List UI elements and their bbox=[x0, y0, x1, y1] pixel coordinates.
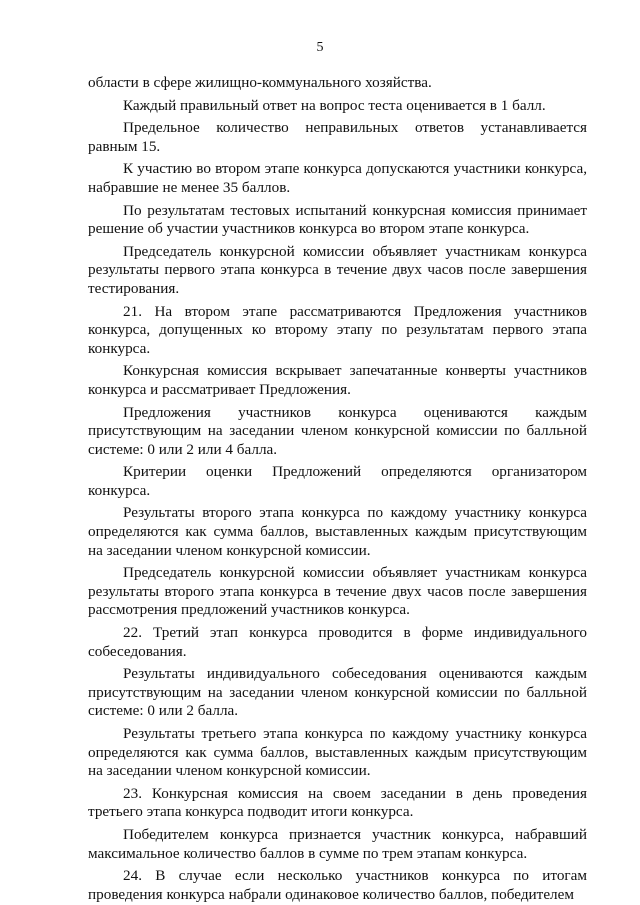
document-body bbox=[88, 74, 587, 904]
paragraph: области в сфере жилищно-коммунального хозяйства. bbox=[88, 74, 432, 91]
paragraph: Конкурсная комиссия вскрывает запечатанные конверты участников конкурса и рассматривает Предложения. bbox=[88, 362, 587, 398]
paragraph: Победителем конкурса признается участник конкурса, набравший максимальное количество баллов в сумме по трем этапам конкурса. bbox=[88, 825, 587, 862]
paragraph: По результатам тестовых испытаний конкурсная комиссия принимает решение об участии участников конкурса во втором этапе конкурса. bbox=[88, 201, 587, 238]
paragraph: Предельное количество неправильных ответов устанавливается равным 15. bbox=[88, 119, 587, 155]
paragraph: Каждый правильный ответ на вопрос теста оценивается в 1 балл. bbox=[123, 96, 546, 114]
paragraph: 24. В случае если несколько участников конкурса по итогам проведения конкурса набрали одинаковое количество баллов, победителем bbox=[88, 867, 587, 903]
paragraph: Результаты третьего этапа конкурса по каждому участнику конкурса определяются как сумма баллов, выставленных каждым присутствующим на заседании членом конкурсной комиссии. bbox=[88, 725, 587, 780]
paragraph: 21. На втором этапе рассматриваются Предложения участников конкурса, допущенных ко второму этапу по результатам первого этапа конкурса. bbox=[88, 302, 587, 357]
paragraph: Результаты второго этапа конкурса по каждому участнику конкурса определяются как сумма баллов, выставленных каждым присутствующим на заседании членом конкурсной комиссии. bbox=[88, 504, 587, 559]
paragraph: 23. Конкурсная комиссия на своем заседании в день проведения третьего этапа конкурса подводит итоги конкурса. bbox=[88, 784, 587, 821]
paragraph: Предложения участников конкурса оцениваются каждым присутствующим на заседании членом конкурсной комиссии по балльной системе: 0 или 2 или 4 балла. bbox=[88, 403, 587, 458]
page-number: 5 bbox=[316, 40, 324, 55]
paragraph: Председатель конкурсной комиссии объявляет участникам конкурса результаты первого этапа конкурса в течение двух часов после завершения тестирования. bbox=[88, 242, 587, 297]
paragraph: 22. Третий этап конкурса проводится в форме индивидуального собеседования. bbox=[88, 624, 587, 660]
paragraph: Результаты индивидуального собеседования оцениваются каждым присутствующим на заседании членом конкурсной комиссии по балльной системе: 0 или 2 балла. bbox=[88, 665, 587, 720]
paragraph: К участию во втором этапе конкурса допускаются участники конкурса, набравшие не менее 35 баллов. bbox=[88, 160, 587, 196]
paragraph: Критерии оценки Предложений определяются организатором конкурса. bbox=[88, 463, 587, 499]
paragraph: Председатель конкурсной комиссии объявляет участникам конкурса результаты второго этапа конкурса в течение двух часов после завершения рассмотрения предложений участников конкурса. bbox=[88, 564, 587, 619]
